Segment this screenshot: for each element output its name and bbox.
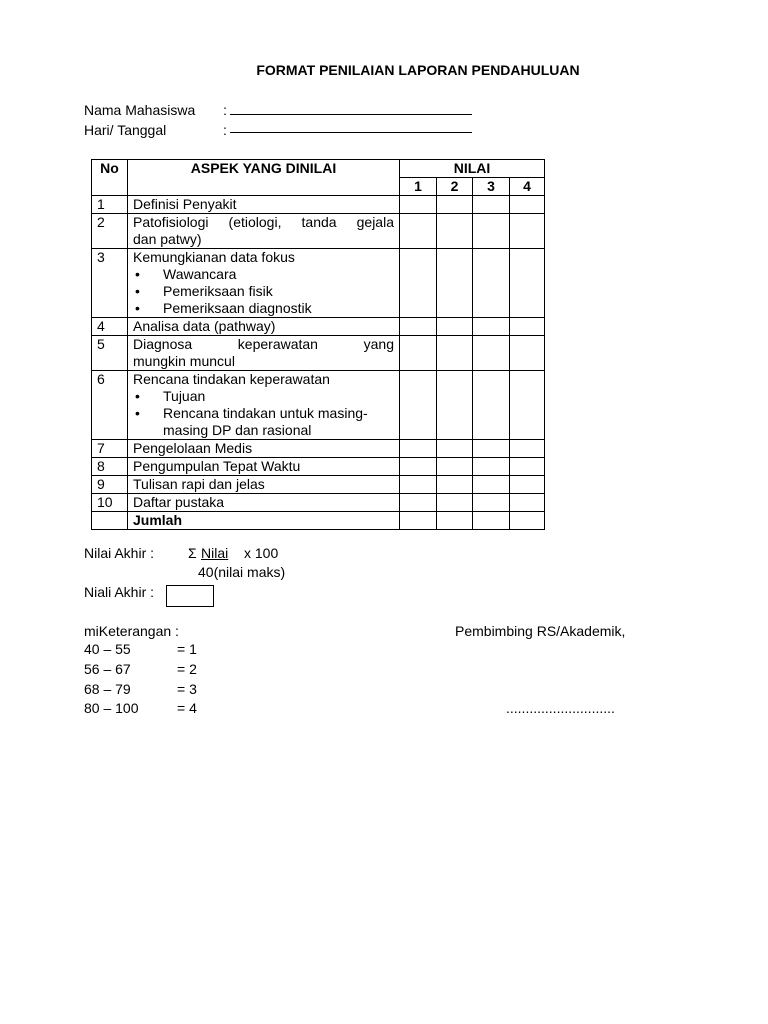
row-no: 4 — [92, 318, 128, 336]
score-cell[interactable] — [510, 458, 545, 476]
score-cell[interactable] — [400, 214, 437, 249]
formula-label: Nilai Akhir : — [84, 545, 155, 561]
row-no: 7 — [92, 440, 128, 458]
bullet-item: • Rencana tindakan untuk masing- — [135, 405, 368, 421]
row-aspect: Pengelolaan Medis — [128, 440, 400, 458]
score-cell[interactable] — [437, 494, 473, 512]
score-cell[interactable] — [400, 249, 437, 318]
row-no: 6 — [92, 371, 128, 440]
final-score-label: Niali Akhir : — [84, 584, 155, 600]
table-row — [92, 458, 545, 476]
score-cell[interactable] — [400, 318, 437, 336]
formula-sigma: Σ — [188, 545, 197, 561]
notes-label: miKeterangan : — [84, 623, 179, 639]
score-cell[interactable] — [510, 494, 545, 512]
total-row — [92, 512, 545, 530]
signature-line[interactable]: ............................ — [506, 700, 615, 716]
bullet-item-continuation: masing DP dan rasional — [163, 422, 312, 438]
score-cell[interactable] — [400, 494, 437, 512]
row-aspect: Definisi Penyakit — [128, 196, 400, 214]
score-cell[interactable] — [473, 476, 510, 494]
field-colon-nama: : — [223, 102, 227, 118]
score-cell[interactable] — [437, 476, 473, 494]
row-no: 9 — [92, 476, 128, 494]
range-label: 80 – 100 — [84, 700, 139, 716]
score-4: 4 — [510, 178, 545, 196]
row-aspect — [128, 214, 400, 249]
row-aspect-line: mungkin muncul — [133, 353, 235, 369]
bullet-item: • Pemeriksaan diagnostik — [135, 300, 312, 316]
score-cell[interactable] — [510, 214, 545, 249]
bullet-icon: • — [135, 266, 140, 282]
range-value: = 2 — [177, 661, 197, 677]
row-aspect: Daftar pustaka — [128, 494, 400, 512]
score-1: 1 — [400, 178, 437, 196]
row-aspect — [128, 371, 400, 440]
final-score-box[interactable] — [166, 585, 214, 607]
score-cell[interactable] — [510, 196, 545, 214]
range-value: = 1 — [177, 641, 197, 657]
score-cell[interactable] — [473, 318, 510, 336]
score-cell[interactable] — [510, 249, 545, 318]
bullet-item: • Wawancara — [135, 266, 237, 282]
table-row — [92, 371, 545, 440]
score-cell[interactable] — [437, 458, 473, 476]
table-row — [92, 476, 545, 494]
signature-label: Pembimbing RS/Akademik, — [455, 623, 626, 639]
score-cell[interactable] — [400, 196, 437, 214]
score-cell[interactable] — [400, 371, 437, 440]
row-aspect-line: Kemungkianan data fokus — [133, 249, 295, 265]
header-no: No — [92, 160, 128, 196]
score-cell[interactable] — [437, 336, 473, 371]
table-row — [92, 318, 545, 336]
score-cell[interactable] — [473, 336, 510, 371]
bullet-icon: • — [135, 283, 140, 299]
score-cell[interactable] — [473, 249, 510, 318]
row-no: 1 — [92, 196, 128, 214]
table-row — [92, 249, 545, 318]
row-aspect-line: dan patwy) — [133, 231, 202, 247]
score-cell[interactable] — [473, 458, 510, 476]
formula-multiplier: x 100 — [244, 545, 279, 561]
total-no — [92, 512, 128, 530]
score-cell[interactable] — [437, 214, 473, 249]
score-cell[interactable] — [437, 249, 473, 318]
score-cell[interactable] — [437, 371, 473, 440]
score-cell[interactable] — [473, 214, 510, 249]
score-2: 2 — [437, 178, 473, 196]
score-cell[interactable] — [510, 318, 545, 336]
row-aspect: Tulisan rapi dan jelas — [128, 476, 400, 494]
score-3: 3 — [473, 178, 510, 196]
row-aspect: Analisa data (pathway) — [128, 318, 400, 336]
range-label: 40 – 55 — [84, 641, 131, 657]
header-nilai: NILAI — [400, 160, 545, 178]
score-cell[interactable] — [473, 440, 510, 458]
row-aspect-line: Patofisiologi (etiologi, tanda gejala — [133, 214, 394, 230]
row-no: 10 — [92, 494, 128, 512]
score-cell[interactable] — [510, 512, 545, 530]
range-value: = 3 — [177, 681, 197, 697]
score-cell[interactable] — [400, 458, 437, 476]
score-cell[interactable] — [473, 371, 510, 440]
score-cell[interactable] — [473, 512, 510, 530]
score-cell[interactable] — [400, 440, 437, 458]
table-row — [92, 214, 545, 249]
score-cell[interactable] — [400, 336, 437, 371]
row-no: 2 — [92, 214, 128, 249]
field-label-tanggal: Hari/ Tanggal — [84, 122, 167, 138]
row-no: 8 — [92, 458, 128, 476]
score-cell[interactable] — [510, 440, 545, 458]
bullet-item: • Pemeriksaan fisik — [135, 283, 273, 299]
row-no: 3 — [92, 249, 128, 318]
row-aspect-line: Rencana tindakan keperawatan — [133, 371, 330, 387]
range-label: 68 – 79 — [84, 681, 131, 697]
score-cell[interactable] — [510, 371, 545, 440]
table-row — [92, 494, 545, 512]
score-cell[interactable] — [400, 512, 437, 530]
score-cell[interactable] — [400, 476, 437, 494]
bullet-icon: • — [135, 300, 140, 316]
formula-denominator: 40(nilai maks) — [198, 564, 286, 580]
nama-input-line[interactable] — [230, 114, 472, 115]
score-cell[interactable] — [473, 196, 510, 214]
row-aspect-line: Diagnosa keperawatan yang — [133, 336, 394, 352]
range-label: 56 – 67 — [84, 661, 131, 677]
table-row — [92, 440, 545, 458]
row-aspect — [128, 336, 400, 371]
row-aspect: Pengumpulan Tepat Waktu — [128, 458, 400, 476]
field-label-nama: Nama Mahasiswa — [84, 102, 196, 118]
score-cell[interactable] — [437, 512, 473, 530]
table-header-row — [92, 160, 545, 178]
table-row — [92, 196, 545, 214]
score-cell[interactable] — [437, 196, 473, 214]
row-no: 5 — [92, 336, 128, 371]
row-aspect — [128, 249, 400, 318]
score-cell[interactable] — [473, 494, 510, 512]
bullet-icon: • — [135, 405, 140, 421]
field-colon-tanggal: : — [223, 122, 227, 138]
range-value: = 4 — [177, 700, 197, 716]
score-cell[interactable] — [510, 476, 545, 494]
document-title: FORMAT PENILAIAN LAPORAN PENDAHULUAN — [256, 62, 580, 78]
table-row — [92, 336, 545, 371]
formula-numerator: Nilai — [201, 545, 229, 561]
assessment-table — [91, 159, 545, 530]
score-cell[interactable] — [510, 336, 545, 371]
bullet-icon: • — [135, 388, 140, 404]
bullet-item: • Tujuan — [135, 388, 206, 404]
header-aspect: ASPEK YANG DINILAI — [128, 160, 400, 196]
score-cell[interactable] — [437, 440, 473, 458]
total-label: Jumlah — [128, 512, 400, 530]
score-cell[interactable] — [437, 318, 473, 336]
tanggal-input-line[interactable] — [230, 132, 472, 133]
